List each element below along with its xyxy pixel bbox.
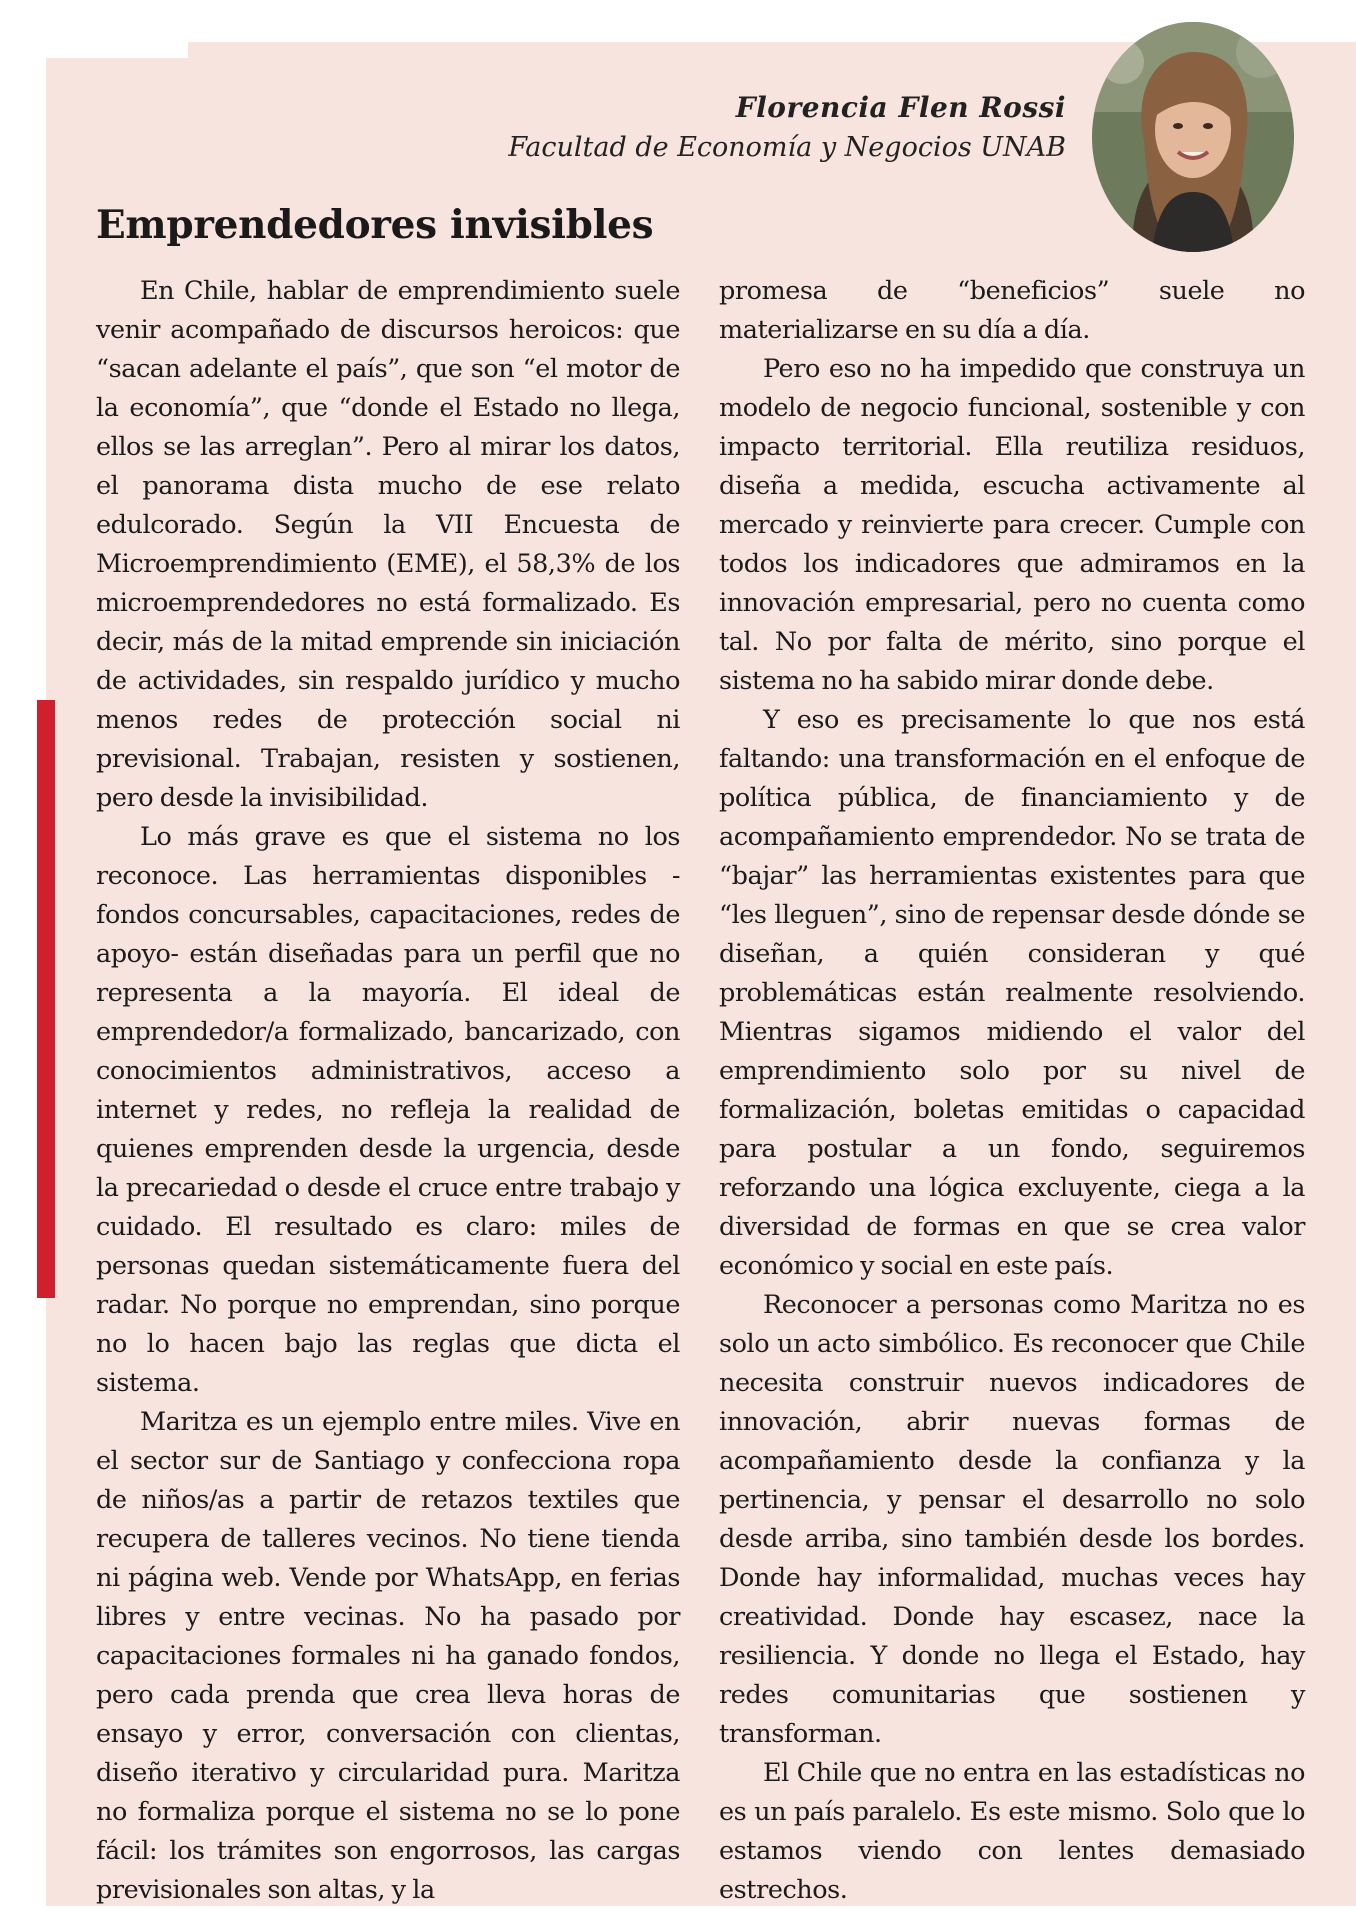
accent-bar	[37, 700, 55, 1298]
article-paragraph: El Chile que no entra en las estadísticas no es un país paralelo. Es este mismo. Solo que lo estamos viendo con lentes demasiado estrechos.	[719, 1758, 1305, 1905]
article-column-right	[719, 272, 1305, 1910]
headline: Emprendedores invisibles	[96, 202, 654, 248]
section-tab	[0, 0, 188, 58]
article-paragraph: promesa de “beneficios” suele no materializarse en su día a día.	[719, 276, 1305, 345]
article-column-left	[96, 272, 680, 1910]
article-paragraph: Pero eso no ha impedido que construya un modelo de negocio funcional, sostenible y con impacto territorial. Ella reutiliza residuos, diseña a medida, escucha activamente al mercado y reinvierte para crecer. Cumple con todos los indicadores que admiramos en la innovación empresarial, pero no cuenta como tal. No por falta de mérito, sino porque el sistema no ha sabido mirar donde debe.	[719, 354, 1305, 696]
article-paragraph: Y eso es precisamente lo que nos está faltando: una transformación en el enfoque de política pública, de financiamiento y de acompañamiento emprendedor. No se trata de “bajar” las herramientas existentes para que “les lleguen”, sino de repensar desde dónde se diseñan, a quién consideran y qué problemáticas están realmente resolviendo. Mientras sigamos midiendo el valor del emprendimiento solo por su nivel de formalización, boletas emitidas o capacidad para postular a un fondo, seguiremos reforzando una lógica excluyente, ciega a la diversidad de formas en que se crea valor económico y social en este país.	[719, 705, 1305, 1281]
article-paragraph: Lo más grave es que el sistema no los reconoce. Las herramientas disponibles -fondos concursables, capacitaciones, redes de apoyo- están diseñadas para un perfil que no representa a la mayoría. El ideal de emprendedor/a formalizado, bancarizado, con conocimientos administrativos, acceso a internet y redes, no refleja la realidad de quienes emprenden desde la urgencia, desde la precariedad o desde el cruce entre trabajo y cuidado. El resultado es claro: miles de personas quedan sistemáticamente fuera del radar. No porque no emprendan, sino porque no lo hacen bajo las reglas que dicta el sistema.	[96, 822, 680, 1398]
article-paragraph: En Chile, hablar de emprendimiento suele venir acompañado de discursos heroicos: que “sacan adelante el país”, que son “el motor de la economía”, que “donde el Estado no llega, ellos se las arreglan”. Pero al mirar los datos, el panorama dista mucho de ese relato edulcorado. Según la VII Encuesta de Microemprendimiento (EME), el 58,3% de los microemprendedores no está formalizado. Es decir, más de la mitad emprende sin iniciación de actividades, sin respaldo jurídico y mucho menos redes de protección social ni previsional. Trabajan, resisten y sostienen, pero desde la invisibilidad.	[96, 276, 680, 813]
byline	[508, 88, 1066, 168]
author-name: Florencia Flen Rossi	[735, 91, 1066, 124]
article-paragraph: Maritza es un ejemplo entre miles. Vive en el sector sur de Santiago y confecciona ropa de niños/as a partir de retazos textiles que recupera de talleres vecinos. No tiene tienda ni página web. Vende por WhatsApp, en ferias libres y entre vecinas. No ha pasado por capacitaciones formales ni ha ganado fondos, pero cada prenda que crea lleva horas de ensayo y error, conversación con clientas, diseño iterativo y circularidad pura. Maritza no formaliza porque el sistema no se lo pone fácil: los trámites son engorrosos, las cargas previsionales son altas, y la	[96, 1407, 680, 1905]
author-affiliation: Facultad de Economía y Negocios UNAB	[508, 132, 1066, 163]
article-paragraph: Reconocer a personas como Maritza no es solo un acto simbólico. Es reconocer que Chile necesita construir nuevos indicadores de innovación, abrir nuevas formas de acompañamiento desde la confianza y la pertinencia, y pensar el desarrollo no solo desde arriba, sino también desde los bordes. Donde hay informalidad, muchas veces hay creatividad. Donde hay escasez, nace la resiliencia. Y donde no llega el Estado, hay redes comunitarias que sostienen y transforman.	[719, 1290, 1305, 1749]
author-photo	[1092, 22, 1294, 252]
